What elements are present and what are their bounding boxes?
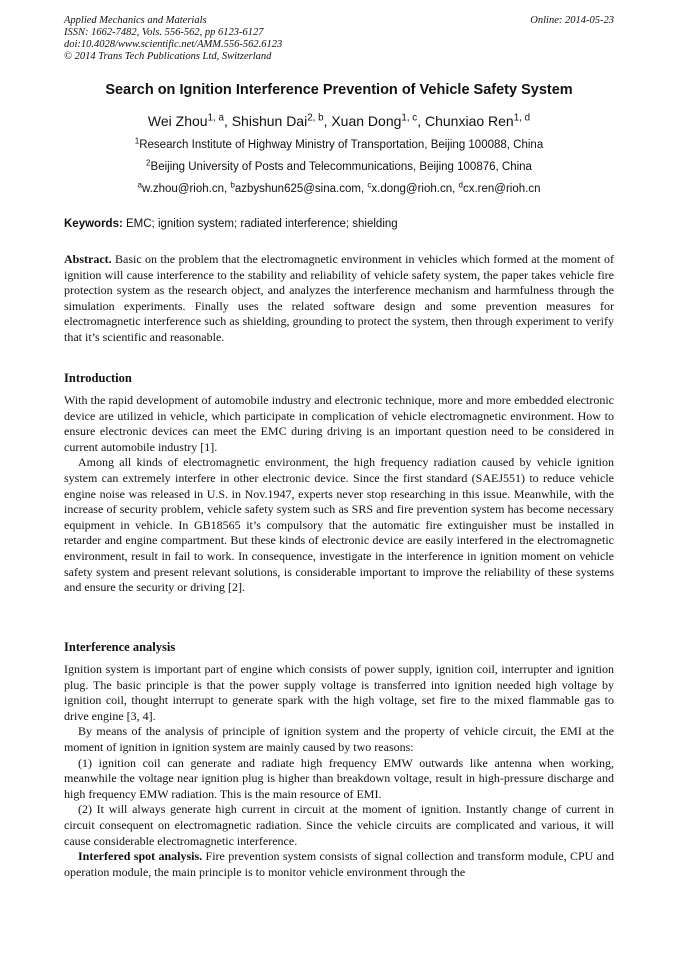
author-sup: 1, a xyxy=(207,112,224,124)
email-list: $^a$w.zhou@rioh.cn, $^b$azbyshun625@sina.com, $^c$x.dong@rioh.cn, $^d$cx.ren@rioh.cn xyxy=(137,180,541,195)
author-list: Wei Zhou$^{1, a}$, Shishun Dai$^{2, b}$, Xuan Dong$^{1, c}$, Chunxiao Ren$^{1, d}$ xyxy=(147,112,531,129)
section-heading-interference: Interference analysis xyxy=(64,640,176,654)
interference-body xyxy=(64,662,614,880)
introduction-body xyxy=(64,393,614,596)
paragraph: Interfered spot analysis. Fire prevention system consists of signal collection and transform module, CPU and operation module, the main principle is to monitor vehicle environment through the xyxy=(64,849,614,879)
author-sup: 1, d xyxy=(513,112,531,124)
copyright-line: © 2014 Trans Tech Publications Ltd, Switzerland xyxy=(64,51,272,62)
paragraph: Ignition system is important part of engine which consists of power supply, ignition coil, interrupter and ignition plug. The basic principle is that the power supply voltage is transferred into ignition needed high voltage by ignition coil, thought interrupt to generate spark with the high voltage, set fire to the mixed flammable gas to drive engine [3, 4]. xyxy=(64,662,614,723)
abstract-label: Abstract. xyxy=(64,252,112,266)
subsection-label: Interfered spot analysis. xyxy=(78,849,203,864)
journal-name: Applied Mechanics and Materials xyxy=(64,15,207,26)
paragraph: With the rapid development of automobile industry and electronic technique, more and more embedded electronic device are utilized in vehicle, which participate in complication of vehicle electromagnetic environment. How to ensure electronic devices can meet the EMC during driving is an important question need to be considered in current automobile industry [1]. xyxy=(64,393,614,454)
paper-title: Search on Ignition Interference Prevention of Vehicle Safety System xyxy=(105,82,573,98)
author-sup: 1, c xyxy=(401,112,418,124)
author-name: Xuan Dong xyxy=(331,113,402,129)
keywords-text: EMC; ignition system; radiated interference; shielding xyxy=(126,218,398,230)
abstract-text: Basic on the problem that the electromagnetic environment in vehicles which formed at the moment of ignition will cause interference to the stability and reliability of vehicle safety system, the paper takes vehicle fire protection system as the research object, and analyzes the interference mechanism and harmfulness through the simulation experiments. Finally uses the related software design and some prevention measures for electromagnetic interference such as shielding, grounding to protect the system, then through experiment to verify that it’s scientific and reasonable. xyxy=(64,252,615,344)
affiliation-2: $^2$Beijing University of Posts and Telecommunications, Beijing 100876, China xyxy=(146,158,532,173)
issn-line: ISSN: 1662-7482, Vols. 556-562, pp 6123-6127 xyxy=(64,27,264,38)
paragraph: (1) ignition coil can generate and radiate high frequency EMW outwards like antenna when working, meanwhile the voltage near ignition plug is higher than breakdown voltage, result in high-pressure discharge and high frequency EMW radiation. This is the main resource of EMI. xyxy=(64,755,614,801)
keywords-label: Keywords: xyxy=(64,218,123,230)
author-name: Wei Zhou xyxy=(147,113,208,129)
email-link[interactable]: w.zhou@rioh.cn xyxy=(141,183,224,195)
author-name: Chunxiao Ren xyxy=(424,113,514,129)
author-name: Shishun Dai xyxy=(231,113,308,129)
paragraph: By means of the analysis of principle of ignition system and the property of vehicle circuit, the EMI at the moment of ignition in ignition system are mainly caused by two reasons: xyxy=(64,724,614,754)
doi-line: doi:10.4028/www.scientific.net/AMM.556-562.6123 xyxy=(64,39,283,50)
affiliation-1: $^1$Research Institute of Highway Ministry of Transportation, Beijing 100088, China xyxy=(134,136,544,151)
paragraph: Among all kinds of electromagnetic environment, the high frequency radiation caused by vehicle ignition system can extremely interfere in other electronic device. Since the first standard (SAEJ551) to reduce vehicle engine noise was released in U.S. in Nov.1947, experts never stop researching in this issue. Meanwhile, with the increase of security problem, vehicle safety system such as SRS and fire prevention system has become necessary equipment in vehicle. In GB18565 it’s compulsory that the automatic fire extinguisher must be installed in retarder and engine compartment. But these kinds of electronic device are easily interfered in the electromagnetic environment, result in fail to work. In consequence, investigate in the interference in ignition moment on vehicle safety system and present relevant solutions, is considerable important to improve the reliability of these systems and ensure the security or driving [2]. xyxy=(64,455,614,595)
author-sup: 2, b xyxy=(307,112,324,124)
email-link[interactable]: cx.ren@rioh.cn xyxy=(462,183,541,195)
email-link[interactable]: x.dong@rioh.cn xyxy=(371,183,453,195)
section-heading-introduction: Introduction xyxy=(64,371,132,385)
abstract xyxy=(64,252,614,346)
journal-header xyxy=(64,15,282,63)
paragraph: (2) It will always generate high current in circuit at the moment of ignition. Instantly change of current in circuit consequent on electromagnetic radiation. Since the vehicle circuits are complicated and various, it will cause considerable electromagnetic interference. xyxy=(64,802,614,848)
online-date: Online: 2014-05-23 xyxy=(530,15,614,26)
keywords xyxy=(64,218,614,230)
email-link[interactable]: azbyshun625@sina.com xyxy=(234,183,361,195)
